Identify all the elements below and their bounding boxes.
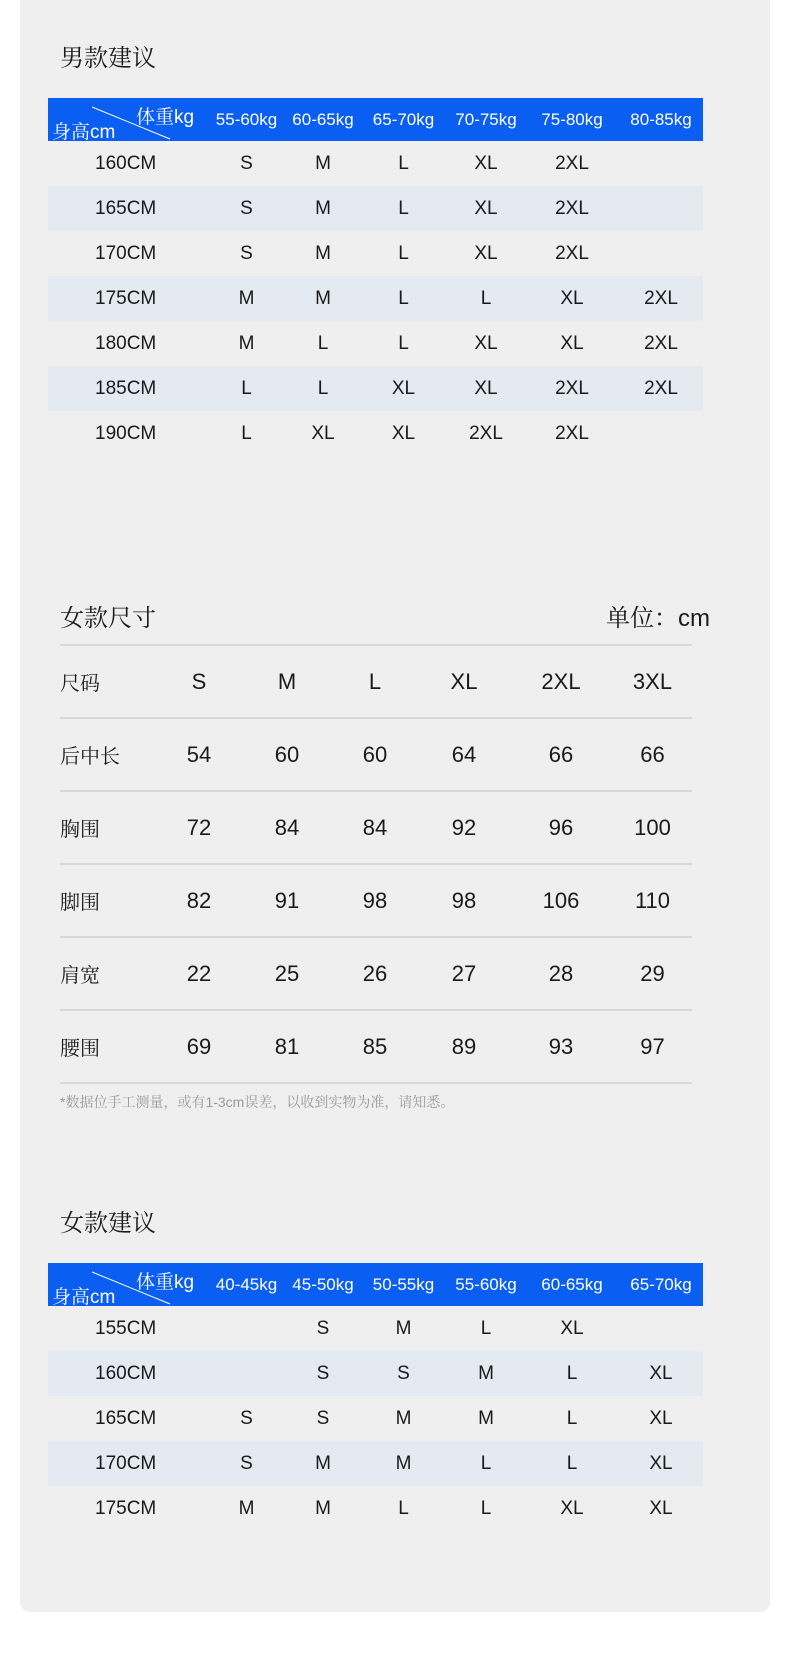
size-cell: L (286, 366, 360, 411)
measurement-value: 93 (509, 1010, 613, 1083)
measurement-value: 91 (243, 864, 331, 937)
measurement-value: 27 (419, 937, 509, 1010)
height-cell: 160CM (48, 1351, 207, 1396)
height-cell: 175CM (95, 1497, 157, 1519)
size-cell: XL (474, 152, 498, 174)
height-cell: 185CM (48, 366, 207, 411)
size-cell: M (286, 276, 360, 321)
measurement-value: 66 (613, 718, 692, 791)
measurement-value: L (331, 645, 419, 718)
measurement-value: 3XL (613, 645, 692, 718)
measurement-label: 尺码 (60, 645, 155, 718)
table-row (48, 1486, 703, 1531)
height-cell: 170CM (95, 242, 157, 264)
table-row (60, 791, 692, 864)
weight-column-header: 65-70kg (360, 98, 447, 141)
measurement-value: 26 (331, 937, 419, 1010)
size-cell: XL (560, 1497, 584, 1519)
size-cell: XL (311, 422, 335, 444)
measurement-value: 66 (509, 718, 613, 791)
size-cell: L (525, 1351, 619, 1396)
size-cell: 2XL (555, 242, 589, 264)
table-row (48, 276, 703, 321)
size-cell (619, 186, 703, 231)
measurement-value: 84 (243, 791, 331, 864)
measurement-value: 96 (509, 791, 613, 864)
size-cell: XL (391, 422, 416, 444)
size-cell: L (525, 1441, 619, 1486)
size-cell: M (395, 1407, 412, 1429)
size-cell: L (566, 1407, 578, 1429)
women-size-table (60, 644, 692, 1084)
size-cell: M (238, 332, 255, 354)
size-cell: XL (474, 332, 498, 354)
height-cell: 155CM (95, 1317, 157, 1339)
size-cell: XL (560, 332, 584, 354)
size-cell: 2XL (555, 422, 589, 444)
table-row (48, 1306, 703, 1351)
women-rec-title: 女款建议 (60, 1210, 156, 1237)
size-cell (207, 1351, 286, 1396)
size-cell: XL (360, 366, 447, 411)
size-cell: L (447, 276, 525, 321)
size-cell: M (478, 1407, 494, 1429)
measurement-value: 69 (155, 1010, 243, 1083)
measurement-value: 98 (331, 864, 419, 937)
weight-column-header: 55-60kg (207, 98, 286, 141)
size-cell: L (360, 276, 447, 321)
corner-weight-label: 体重kg (136, 1272, 195, 1293)
measurement-value: 81 (243, 1010, 331, 1083)
measurement-note: *数据位手工测量，或有1-3cm误差，以收到实物为准，请知悉。 (60, 1094, 455, 1110)
size-cell: L (398, 152, 409, 174)
table-row (48, 1351, 703, 1396)
weight-column-header: 80-85kg (619, 98, 703, 141)
measurement-value: 106 (509, 864, 613, 937)
size-cell: S (240, 1407, 253, 1429)
weight-column-header: 60-65kg (286, 98, 360, 141)
size-cell: 2XL (555, 152, 589, 174)
height-cell: 180CM (95, 332, 157, 354)
table-row (48, 321, 703, 366)
size-cell: S (207, 1441, 286, 1486)
weight-column-header: 50-55kg (360, 1263, 447, 1306)
size-cell: S (207, 186, 286, 231)
measurement-label: 脚围 (60, 864, 155, 937)
size-cell: M (315, 1497, 331, 1519)
size-cell (619, 411, 703, 456)
size-cell: XL (474, 242, 498, 264)
size-cell: S (240, 242, 253, 264)
size-cell: L (241, 422, 252, 444)
size-cell (619, 1306, 703, 1351)
height-cell: 165CM (95, 1407, 157, 1429)
table-row (48, 1441, 703, 1486)
size-cell: L (398, 242, 409, 264)
measurement-value: 84 (331, 791, 419, 864)
table-row (60, 645, 692, 718)
size-cell: 2XL (644, 332, 678, 354)
weight-column-header: 60-65kg (525, 1263, 619, 1306)
table-row (48, 366, 703, 411)
size-cell: M (286, 1441, 360, 1486)
measurement-value: 98 (419, 864, 509, 937)
measurement-value: 25 (243, 937, 331, 1010)
men-rec-table (48, 98, 703, 456)
measurement-value: 100 (613, 791, 692, 864)
measurement-value: 29 (613, 937, 692, 1010)
measurement-value: M (243, 645, 331, 718)
measurement-label: 后中长 (60, 718, 155, 791)
measurement-value: 82 (155, 864, 243, 937)
table-row (48, 411, 703, 456)
size-cell: S (286, 1351, 360, 1396)
size-cell: XL (560, 1317, 584, 1339)
size-cell: XL (619, 1441, 703, 1486)
size-cell: M (286, 186, 360, 231)
corner-height-label: 身高cm (52, 1287, 116, 1308)
size-cell: S (360, 1351, 447, 1396)
table-row (48, 231, 703, 276)
table-row (48, 141, 703, 186)
measurement-value: 54 (155, 718, 243, 791)
weight-column-header: 65-70kg (619, 1263, 703, 1306)
measurement-value: 110 (613, 864, 692, 937)
corner-header-cell (48, 98, 207, 141)
table-row (60, 1010, 692, 1083)
size-cell: XL (619, 1351, 703, 1396)
size-cell: 2XL (525, 186, 619, 231)
size-cell: L (360, 186, 447, 231)
weight-column-header: 70-75kg (447, 98, 525, 141)
size-cell: S (240, 152, 253, 174)
measurement-label: 肩宽 (60, 937, 155, 1010)
size-cell: M (395, 1317, 412, 1339)
measurement-value: 89 (419, 1010, 509, 1083)
weight-column-header: 55-60kg (447, 1263, 525, 1306)
table-row (48, 1396, 703, 1441)
table-row (60, 937, 692, 1010)
size-cell: 2XL (619, 366, 703, 411)
measurement-value: 64 (419, 718, 509, 791)
size-cell: S (316, 1317, 330, 1339)
measurement-value: 85 (331, 1010, 419, 1083)
table-row (48, 186, 703, 231)
weight-column-header: 45-50kg (286, 1263, 360, 1306)
size-cell: L (207, 366, 286, 411)
table-row (60, 718, 692, 791)
measurement-value: 60 (331, 718, 419, 791)
weight-column-header: 75-80kg (525, 98, 619, 141)
height-cell: 175CM (48, 276, 207, 321)
measurement-label: 胸围 (60, 791, 155, 864)
size-cell: M (315, 152, 331, 174)
size-cell: XL (447, 366, 525, 411)
women-rec-table (48, 1263, 703, 1531)
size-cell: XL (447, 186, 525, 231)
corner-weight-label: 体重kg (136, 107, 195, 128)
table-row (60, 864, 692, 937)
measurement-value: 97 (613, 1010, 692, 1083)
size-cell: XL (649, 1407, 673, 1429)
size-cell: L (480, 1317, 492, 1339)
height-cell: 190CM (95, 422, 157, 444)
corner-height-label: 身高cm (52, 122, 116, 143)
size-cell: M (447, 1351, 525, 1396)
height-cell: 165CM (48, 186, 207, 231)
size-cell: L (398, 332, 409, 354)
unit-label: 单位：cm (606, 605, 710, 632)
weight-column-header: 40-45kg (207, 1263, 286, 1306)
size-cell: S (316, 1407, 330, 1429)
size-cell: L (447, 1441, 525, 1486)
measurement-value: 2XL (509, 645, 613, 718)
size-cell: L (317, 332, 329, 354)
size-cell: XL (649, 1497, 673, 1519)
size-cell (619, 141, 703, 186)
size-cell: M (315, 242, 331, 264)
measurement-value: S (155, 645, 243, 718)
size-cell: 2XL (525, 366, 619, 411)
size-cell: L (398, 1497, 409, 1519)
measurement-value: 92 (419, 791, 509, 864)
measurement-value: 28 (509, 937, 613, 1010)
size-cell: M (238, 1497, 255, 1519)
height-cell: 170CM (48, 1441, 207, 1486)
measurement-value: 60 (243, 718, 331, 791)
men-rec-title: 男款建议 (60, 45, 156, 72)
size-cell (207, 1306, 286, 1351)
measurement-value: 72 (155, 791, 243, 864)
women-size-title: 女款尺寸 (60, 605, 156, 632)
size-cell: M (360, 1441, 447, 1486)
height-cell: 160CM (95, 152, 157, 174)
size-cell: M (207, 276, 286, 321)
measurement-label: 腰围 (60, 1010, 155, 1083)
size-cell: L (480, 1497, 492, 1519)
size-cell: 2XL (619, 276, 703, 321)
corner-header-cell (48, 1263, 207, 1306)
size-cell: XL (525, 276, 619, 321)
measurement-value: XL (419, 645, 509, 718)
size-cell (619, 231, 703, 276)
measurement-value: 22 (155, 937, 243, 1010)
size-cell: 2XL (469, 422, 503, 444)
